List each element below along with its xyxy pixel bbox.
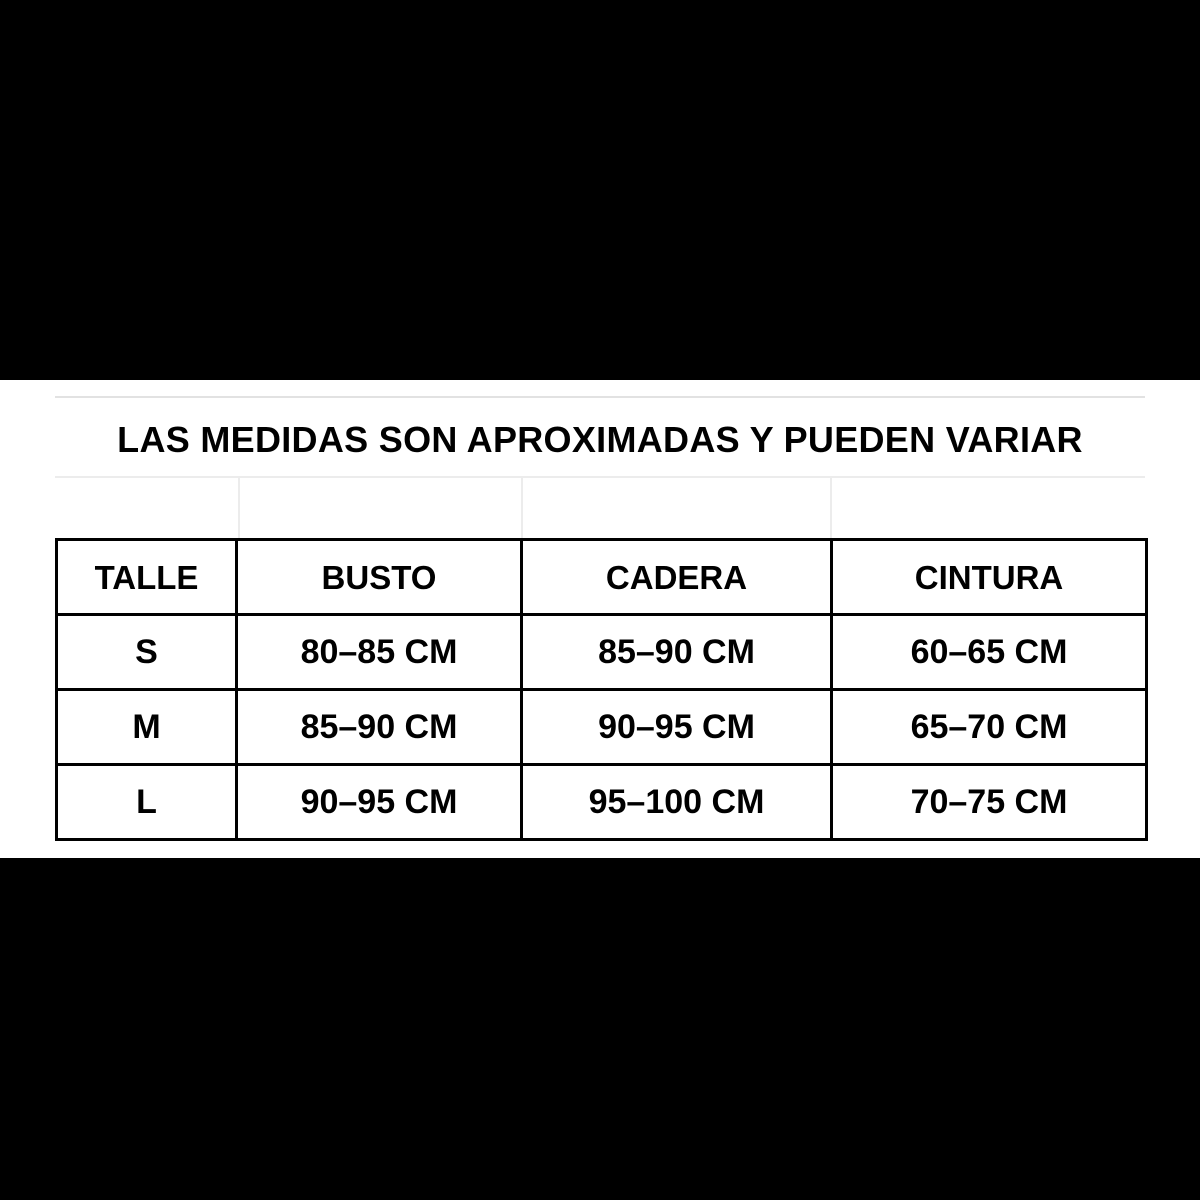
cell-cadera: 85–90 CM (522, 615, 832, 690)
table-row (57, 615, 1147, 690)
divider-top (55, 396, 1145, 398)
cell-cadera: 95–100 CM (522, 765, 832, 840)
table-row (57, 690, 1147, 765)
cell-talle: L (57, 765, 237, 840)
cell-talle: S (57, 615, 237, 690)
cell-cintura: 65–70 CM (832, 690, 1147, 765)
size-table (55, 538, 1148, 841)
column-header-cadera: CADERA (522, 540, 832, 615)
empty-row-top-border (55, 476, 1145, 478)
empty-table-row (55, 476, 1145, 540)
cell-cadera: 90–95 CM (522, 690, 832, 765)
empty-row-divider-3 (830, 476, 832, 540)
table-header-row (57, 540, 1147, 615)
empty-row-divider-2 (521, 476, 523, 540)
cell-busto: 80–85 CM (237, 615, 522, 690)
page-title: LAS MEDIDAS SON APROXIMADAS Y PUEDEN VARIAR (117, 419, 1083, 460)
column-header-cintura: CINTURA (832, 540, 1147, 615)
cell-busto: 90–95 CM (237, 765, 522, 840)
cell-talle: M (57, 690, 237, 765)
size-chart-panel (0, 380, 1200, 858)
column-header-talle: TALLE (57, 540, 237, 615)
cell-cintura: 70–75 CM (832, 765, 1147, 840)
column-header-busto: BUSTO (237, 540, 522, 615)
cell-cintura: 60–65 CM (832, 615, 1147, 690)
cell-busto: 85–90 CM (237, 690, 522, 765)
empty-row-divider-1 (238, 476, 240, 540)
table-row (57, 765, 1147, 840)
